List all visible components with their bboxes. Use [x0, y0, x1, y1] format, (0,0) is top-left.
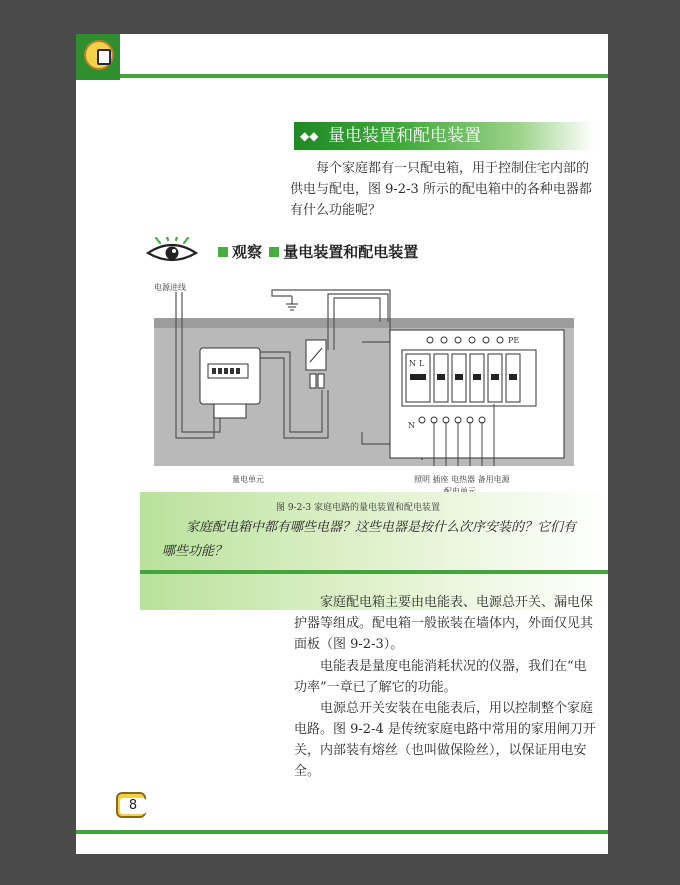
meter-unit-label: 量电单元 — [232, 475, 264, 484]
page-number: 8 — [120, 798, 146, 814]
header-rule — [120, 74, 608, 78]
logo-icon — [84, 40, 114, 70]
observe-label: 观察 — [232, 243, 263, 261]
observe-title: 量电装置和配电装置 — [283, 243, 419, 261]
square-bullet — [269, 247, 279, 257]
square-bullet — [218, 247, 228, 257]
caption-rule — [140, 570, 608, 574]
observe-heading — [144, 237, 584, 263]
n-label: N — [409, 359, 416, 368]
n2-label: N — [408, 421, 415, 430]
question-text: 家庭配电箱中都有哪些电器？这些电器是按什么次序安装的？它们有哪些功能？ — [162, 520, 577, 559]
eye-icon — [144, 237, 206, 263]
distribution-box-diagram — [152, 282, 584, 512]
page — [76, 34, 608, 854]
paragraph-2: 家庭配电箱主要由电能表、电源总开关、漏电保护器等组成。配电箱一般嵌装在墙体内，外面仅见其面板（图 9-2-3）。 — [294, 595, 594, 652]
figure-caption: 图 9-2-3 家庭电路的量电装置和配电装置 — [276, 503, 440, 513]
l-label: L — [419, 359, 425, 368]
footer-rule — [76, 830, 608, 834]
circuits-label: 照明 插座 电热器 备用电源 — [414, 475, 510, 484]
header — [76, 34, 608, 80]
ground-symbol — [286, 296, 298, 310]
intro-paragraph: 每个家庭都有一只配电箱，用于控制住宅内部的供电与配电，图 9-2-3 所示的配电箱中的各种电器都有什么功能呢？ — [290, 161, 592, 218]
page-number-badge — [116, 792, 146, 818]
paragraph-4: 电源总开关安装在电能表后，用以控制整个家庭电路。图 9-2-4 是传统家庭电路中常用的家用闸刀开关，内部装有熔丝（也叫做保险丝），以保证用电安全。 — [294, 701, 596, 779]
section-title-text: 量电装置和配电装置 — [328, 126, 481, 146]
section-title — [294, 122, 594, 150]
section-bullets: ◆◆ — [300, 129, 319, 143]
header-corner — [76, 34, 120, 80]
pe-label: PE — [508, 336, 520, 345]
power-in-label: 电源进线 — [154, 283, 186, 292]
paragraph-3: 电能表是量度电能消耗状况的仪器，我们在“电功率”一章已了解它的功能。 — [294, 659, 587, 695]
